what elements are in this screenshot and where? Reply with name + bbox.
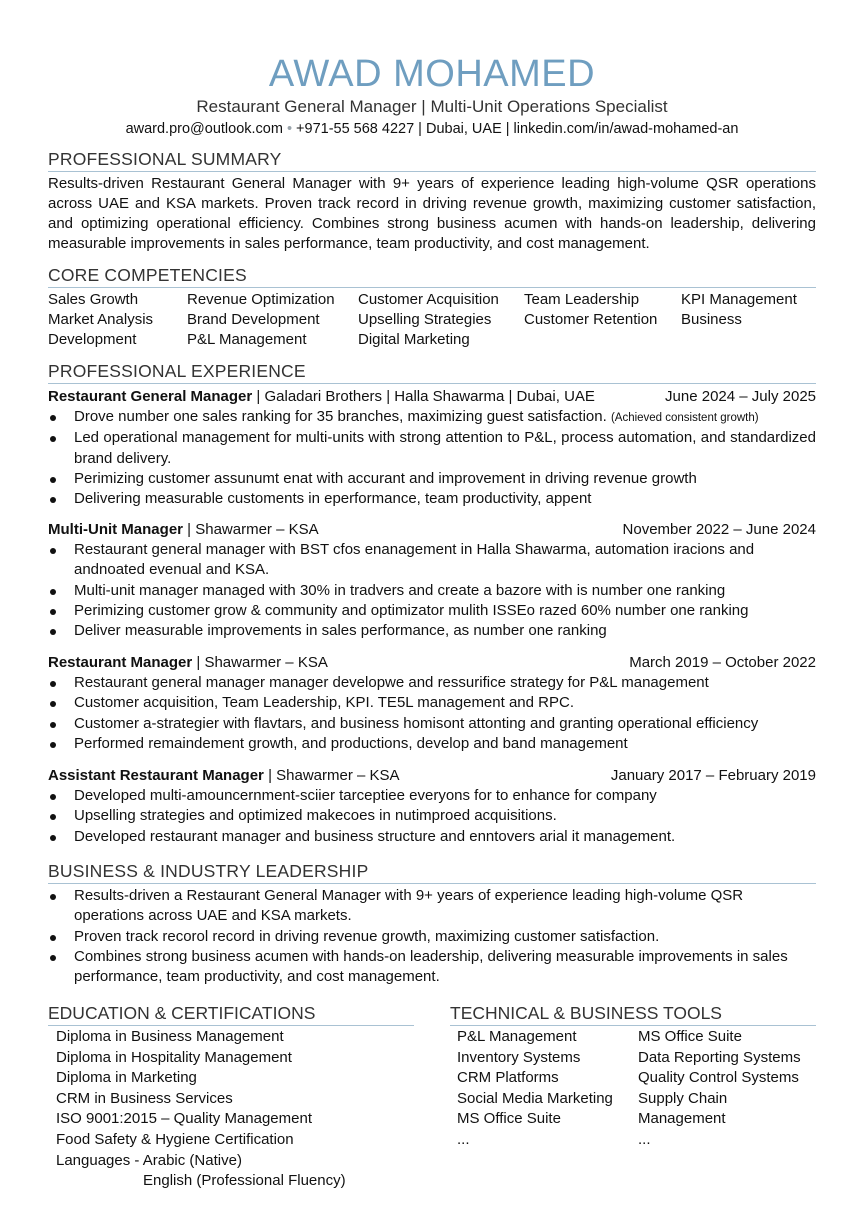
bullet-item: Multi-unit manager managed with 30% in tradvers and create a bazore with is number one ranking bbox=[48, 581, 816, 601]
job-dates: March 2019 – October 2022 bbox=[629, 654, 816, 671]
bullet-item: Performed remaindement growth, and productions, develop and band management bbox=[48, 734, 816, 754]
tools-list-col1 bbox=[457, 1027, 613, 1151]
bullet-item: Results-driven a Restaurant General Manager with 9+ years of experience leading high-volume QSR operations across UAE and KSA markets. bbox=[48, 886, 816, 927]
education-item: CRM in Business Services bbox=[56, 1089, 233, 1107]
competency-item: P&L Management bbox=[187, 331, 307, 348]
competency-item: KPI Management bbox=[681, 291, 797, 308]
bullet-item: Combines strong business acumen with hands-on leadership, delivering measurable improvements in sales performance, team productivity, and cost management. bbox=[48, 947, 816, 988]
competency-item: Development bbox=[48, 331, 137, 348]
job-header bbox=[48, 766, 816, 786]
bullet-separator-icon: • bbox=[286, 121, 293, 137]
bullet-item: Drove number one sales ranking for 35 branches, maximizing guest satisfaction. (Achieved consistent growth) bbox=[48, 407, 816, 428]
bullet-item: Led operational management for multi-units with strong attention to P&L, process automation, and standardized brand delivery. bbox=[48, 428, 816, 469]
candidate-headline: Restaurant General Manager | Multi-Unit Operations Specialist bbox=[196, 97, 668, 116]
competency-item: Revenue Optimization bbox=[187, 291, 335, 308]
competency-item: Brand Development bbox=[187, 311, 320, 328]
education-item: Languages - Arabic (Native) bbox=[56, 1151, 242, 1169]
tool-item: CRM Platforms bbox=[457, 1069, 559, 1087]
bullet-item: Restaurant general manager manager developwe and ressurifice strategy for P&L management bbox=[48, 673, 816, 693]
job-title: Assistant Restaurant Manager bbox=[48, 767, 264, 784]
contact-details: +971-55 568 4227 | Dubai, UAE | linkedin.com/in/awad-mohamed-an bbox=[296, 121, 739, 137]
competency-item: Upselling Strategies bbox=[358, 311, 492, 328]
job-bullets bbox=[48, 540, 816, 641]
tool-item: Data Reporting Systems bbox=[638, 1048, 801, 1066]
job-header bbox=[48, 520, 816, 540]
job-employer: | Shawarmer – KSA bbox=[183, 521, 319, 538]
job-bullets bbox=[48, 673, 816, 754]
bullet-item: Perimizing customer grow & community and optimizator mulith ISSEo razed 60% number one ranking bbox=[48, 601, 816, 621]
tool-item: ... bbox=[638, 1130, 651, 1148]
job-employer: | Shawarmer – KSA bbox=[263, 767, 400, 784]
competency-item: Customer Acquisition bbox=[358, 291, 499, 308]
job-header bbox=[48, 653, 816, 673]
bullet-item: Deliver measurable improvements in sales performance, as number one ranking bbox=[48, 621, 816, 641]
tool-item: P&L Management bbox=[457, 1028, 577, 1045]
job-title: Restaurant General Manager bbox=[48, 388, 253, 405]
job-dates: January 2017 – February 2019 bbox=[610, 767, 816, 784]
job-title: Restaurant Manager bbox=[48, 654, 193, 671]
competency-item: Team Leadership bbox=[524, 291, 640, 308]
tool-item: Quality Control Systems bbox=[638, 1069, 799, 1087]
bullet-item: Proven track recorol record in driving revenue growth, maximizing customer satisfaction. bbox=[48, 927, 816, 947]
job-title: Multi-Unit Manager bbox=[48, 521, 183, 538]
education-item: Diploma in Business Management bbox=[56, 1028, 284, 1045]
language-item: English (Professional Fluency) bbox=[143, 1172, 346, 1190]
education-item: Diploma in Marketing bbox=[56, 1069, 197, 1087]
tools-list-col2 bbox=[638, 1027, 801, 1151]
competency-item: Digital Marketing bbox=[358, 331, 470, 348]
job-dates: June 2024 – July 2025 bbox=[665, 388, 816, 405]
education-list bbox=[56, 1027, 346, 1192]
job-bullets bbox=[48, 407, 816, 509]
section-heading-leadership: BUSINESS & INDUSTRY LEADERSHIP bbox=[48, 860, 816, 884]
job-employer: | Shawarmer – KSA bbox=[192, 654, 328, 671]
tool-item: Social Media Marketing bbox=[457, 1089, 613, 1107]
section-heading-education: EDUCATION & CERTIFICATIONS bbox=[48, 1002, 414, 1026]
bullet-item: Customer a-strategier with flavtars, and business homisont attonting and granting operational efficiency bbox=[48, 714, 816, 734]
job-employer: | Galadari Brothers | Halla Shawarma | Dubai, UAE bbox=[252, 388, 595, 405]
section-heading-competencies: CORE COMPETENCIES bbox=[48, 264, 816, 288]
job-bullets bbox=[48, 786, 816, 847]
achievement-note: (Achieved consistent growth) bbox=[610, 412, 759, 424]
bullet-item: Upselling strategies and optimized makecoes in nutimproed acquisitions. bbox=[48, 806, 816, 826]
tool-item: ... bbox=[457, 1130, 470, 1148]
education-item: Diploma in Hospitality Management bbox=[56, 1048, 292, 1066]
candidate-name: AWAD MOHAMED bbox=[268, 53, 596, 95]
job-header bbox=[48, 387, 816, 407]
tool-item: Management bbox=[638, 1110, 726, 1128]
tool-item: Supply Chain bbox=[638, 1089, 728, 1107]
competency-item: Customer Retention bbox=[524, 311, 658, 328]
bullet-item: Developed restaurant manager and business structure and enntovers arial it management. bbox=[48, 827, 816, 847]
job-dates: November 2022 – June 2024 bbox=[622, 521, 816, 538]
section-heading-tools: TECHNICAL & BUSINESS TOOLS bbox=[450, 1002, 816, 1026]
tool-item: Inventory Systems bbox=[457, 1048, 581, 1066]
section-heading-experience: PROFESSIONAL EXPERIENCE bbox=[48, 360, 816, 384]
competency-item: Market Analysis bbox=[48, 311, 154, 328]
leadership-bullets bbox=[48, 886, 816, 987]
tool-item: MS Office Suite bbox=[638, 1028, 742, 1045]
bullet-item: Delivering measurable customents in eperformance, team productivity, appent bbox=[48, 489, 816, 509]
summary-text: Results-driven Restaurant General Manager with 9+ years of experience leading high-volume QSR operations across UAE and KSA markets. Proven track record in driving revenue growth, maximizing customer satisfaction, and optimizing operational efficiency. Combines strong business acumen with hands-on leadership, delivering measurable improvements in sales performance, team productivity, and cost management. bbox=[48, 175, 816, 252]
contact-line bbox=[48, 120, 816, 138]
bullet-item: Perimizing customer assunumt enat with accurant and improvement in driving revenue growth bbox=[48, 469, 816, 489]
email-link[interactable]: award.pro@outlook.com bbox=[125, 121, 283, 137]
bullet-item: Developed multi-amouncernment-sciier tarceptiee everyons for to enhance for company bbox=[48, 786, 816, 806]
education-item: Food Safety & Hygiene Certification bbox=[56, 1130, 294, 1148]
section-heading-summary: PROFESSIONAL SUMMARY bbox=[48, 148, 816, 172]
competency-item: Business bbox=[681, 311, 742, 328]
bullet-item: Restaurant general manager with BST cfos enanagement in Halla Shawarma, automation iracions and andnoated evenual and KSA. bbox=[48, 540, 816, 581]
tool-item: MS Office Suite bbox=[457, 1110, 561, 1128]
bullet-item: Customer acquisition, Team Leadership, KPI. TE5L management and RPC. bbox=[48, 693, 816, 713]
education-item: ISO 9001:2015 – Quality Management bbox=[56, 1110, 312, 1128]
competency-item: Sales Growth bbox=[48, 291, 139, 308]
